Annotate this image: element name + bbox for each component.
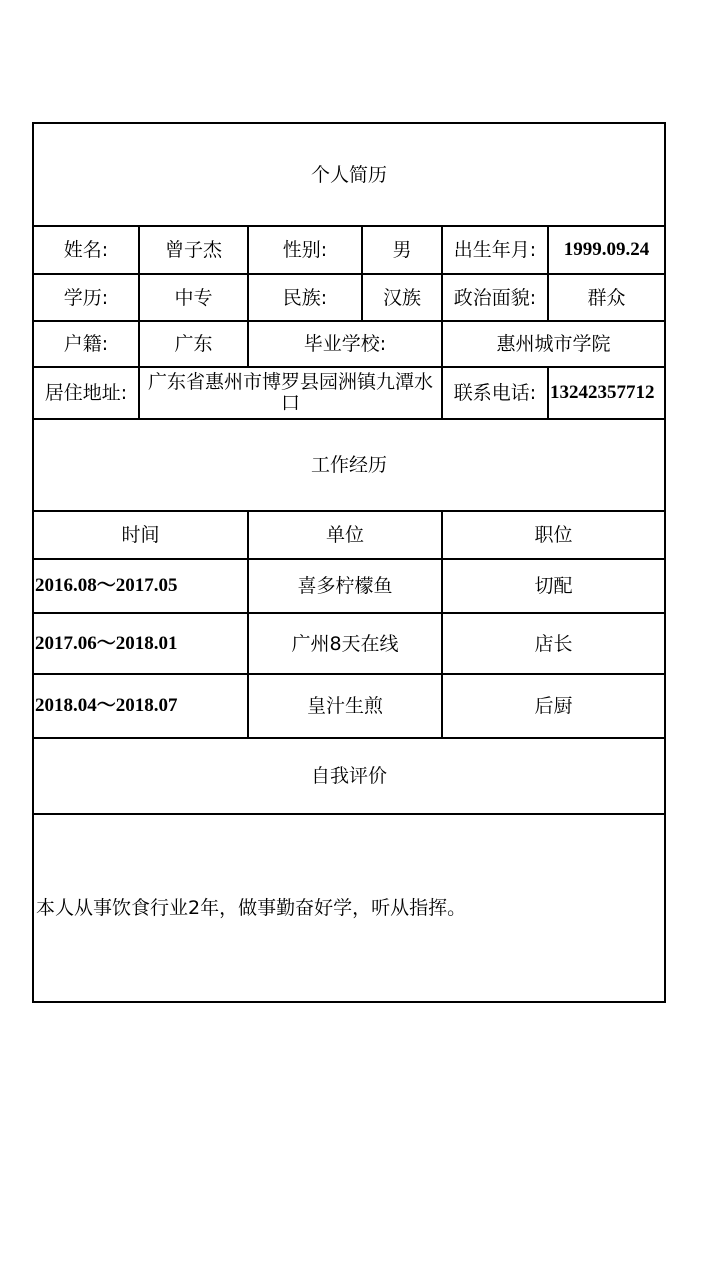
ethnicity-label: 民族: (248, 274, 362, 321)
info-row-4 (33, 367, 665, 419)
school-value: 惠州城市学院 (442, 321, 665, 367)
education-label: 学历: (33, 274, 139, 321)
work-period: 2018.04～2018.07 (33, 674, 248, 738)
hukou-value: 广东 (139, 321, 248, 367)
work-header-company: 单位 (248, 511, 442, 559)
phone-value: 13242357712 (548, 367, 665, 419)
self-eval-row (33, 814, 665, 1002)
hukou-label: 户籍: (33, 321, 139, 367)
resume-title: 个人简历 (33, 123, 665, 226)
info-row-2 (33, 274, 665, 321)
education-value: 中专 (139, 274, 248, 321)
info-row-3 (33, 321, 665, 367)
work-company: 皇汁生煎 (248, 674, 442, 738)
work-position: 后厨 (442, 674, 665, 738)
work-header-row (33, 511, 665, 559)
self-eval-text: 本人从事饮食行业2年，做事勤奋好学，听从指挥。 (33, 814, 665, 1002)
table-row (33, 674, 665, 738)
work-title-row (33, 419, 665, 511)
info-row-1 (33, 226, 665, 274)
name-label: 姓名: (33, 226, 139, 274)
birth-value: 1999.09.24 (548, 226, 665, 274)
name-value: 曾子杰 (139, 226, 248, 274)
ethnicity-value: 汉族 (362, 274, 442, 321)
phone-label: 联系电话: (442, 367, 548, 419)
work-position: 切配 (442, 559, 665, 613)
work-header-period: 时间 (33, 511, 248, 559)
resume-table (32, 122, 666, 1003)
self-eval-section-title: 自我评价 (33, 738, 665, 814)
school-label: 毕业学校: (248, 321, 442, 367)
work-position: 店长 (442, 613, 665, 674)
birth-label: 出生年月: (442, 226, 548, 274)
gender-value: 男 (362, 226, 442, 274)
table-row (33, 559, 665, 613)
self-eval-title-row (33, 738, 665, 814)
work-period: 2016.08～2017.05 (33, 559, 248, 613)
work-header-position: 职位 (442, 511, 665, 559)
title-row (33, 123, 665, 226)
political-label: 政治面貌: (442, 274, 548, 321)
political-value: 群众 (548, 274, 665, 321)
address-label: 居住地址: (33, 367, 139, 419)
work-company: 广州8天在线 (248, 613, 442, 674)
table-row (33, 613, 665, 674)
work-section-title: 工作经历 (33, 419, 665, 511)
gender-label: 性别: (248, 226, 362, 274)
work-company: 喜多柠檬鱼 (248, 559, 442, 613)
work-period: 2017.06～2018.01 (33, 613, 248, 674)
address-value: 广东省惠州市博罗县园洲镇九潭水口 (139, 367, 442, 419)
